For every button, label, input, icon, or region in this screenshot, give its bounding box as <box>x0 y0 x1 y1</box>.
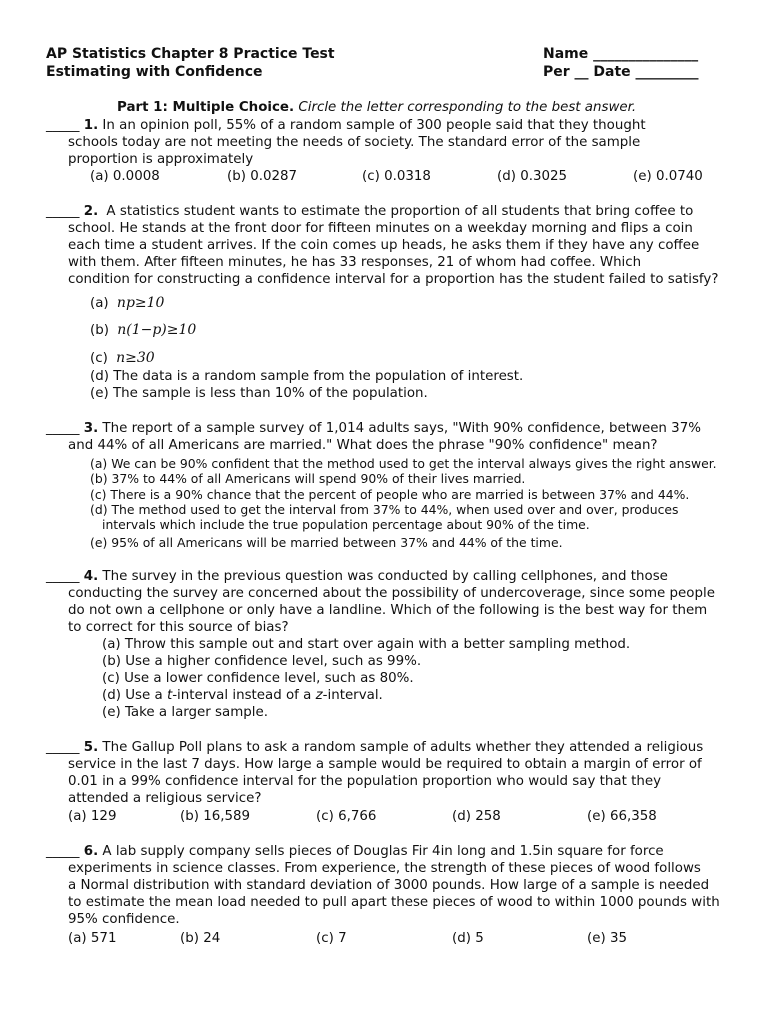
q5-choice-e[interactable]: (e) 66,358 <box>587 809 657 824</box>
q2-text-line: each time a student arrives. If the coin comes up heads, he asks them if they have any coffee <box>68 238 700 253</box>
q3-choice-e[interactable]: (e) 95% of all Americans will be married between 37% and 44% of the time. <box>90 535 563 550</box>
q4-choice-d-text: (d) Use a <box>102 688 167 703</box>
q2-text-line: school. He stands at the front door for fifteen minutes on a weekday morning and flips a coin <box>68 221 693 236</box>
q5-choice-a[interactable]: (a) 129 <box>68 809 117 824</box>
part1-heading-line <box>117 99 636 116</box>
q1-answer-blank[interactable]: _____ <box>46 118 80 133</box>
q2-number: 2. <box>83 204 99 219</box>
part1-instruction: Circle the letter corresponding to the best answer. <box>298 100 637 115</box>
q6-answer-blank[interactable]: _____ <box>46 844 80 859</box>
q6-choice-a[interactable]: (a) 571 <box>68 931 117 946</box>
q2-choice-b-label: (b) <box>90 323 109 338</box>
q1-choice-a[interactable]: (a) 0.0008 <box>90 169 160 184</box>
q2-choice-d[interactable]: (d) The data is a random sample from the population of interest. <box>90 369 524 384</box>
q2-choice-c[interactable] <box>90 350 155 367</box>
q3-choice-c[interactable]: (c) There is a 90% chance that the percent of people who are married is between 37% and 44%. <box>90 487 690 502</box>
q3-choice-a[interactable]: (a) We can be 90% confident that the method used to get the interval always gives the right answer. <box>90 456 717 471</box>
q4-choice-d-text: -interval instead of a <box>172 688 316 703</box>
q4-text-line: The survey in the previous question was conducted by calling cellphones, and those <box>102 569 668 584</box>
q4-choice-c[interactable]: (c) Use a lower confidence level, such as 80%. <box>102 671 414 686</box>
title-line-1: AP Statistics Chapter 8 Practice Test <box>46 46 335 62</box>
q1-first-line <box>46 117 646 134</box>
q1-choice-d[interactable]: (d) 0.3025 <box>497 169 568 184</box>
q4-text-line: conducting the survey are concerned about the possibility of undercoverage, since some people <box>68 586 715 601</box>
q2-text-line: A statistics student wants to estimate the proportion of all students that bring coffee to <box>106 204 694 219</box>
q4-answer-blank[interactable]: _____ <box>46 569 80 584</box>
q2-choice-b[interactable] <box>90 322 196 339</box>
q5-first-line <box>46 739 703 756</box>
q2-text-line: with them. After fifteen minutes, he has 33 responses, 21 of whom had coffee. Which <box>68 255 642 270</box>
q3-choice-d-continued: intervals which include the true population percentage about 90% of the time. <box>102 517 590 532</box>
q5-text-line: The Gallup Poll plans to ask a random sample of adults whether they attended a religious <box>102 740 704 755</box>
q4-choice-a[interactable]: (a) Throw this sample out and start over again with a better sampling method. <box>102 637 631 652</box>
q3-choice-d[interactable]: (d) The method used to get the interval from 37% to 44%, when used over and over, produces <box>90 502 679 517</box>
q3-choice-b[interactable]: (b) 37% to 44% of all Americans will spend 90% of their lives married. <box>90 471 526 486</box>
q5-text-line: attended a religious service? <box>68 791 262 806</box>
q4-choice-d-text: -interval. <box>322 688 383 703</box>
q5-text-line: 0.01 in a 99% confidence interval for the population proportion who would say that they <box>68 774 662 789</box>
q4-choice-e[interactable]: (e) Take a larger sample. <box>102 705 268 720</box>
q6-number: 6. <box>83 844 99 859</box>
q6-text-line: 95% confidence. <box>68 912 180 927</box>
q5-number: 5. <box>83 740 99 755</box>
q3-number: 3. <box>83 421 99 436</box>
q2-choice-c-formula: n≥30 <box>116 350 155 366</box>
q1-text-line: proportion is approximately <box>68 152 254 167</box>
q2-text-line: condition for constructing a confidence interval for a proportion has the student failed to satisfy? <box>68 272 719 287</box>
per-date-field-label: Per __ Date _________ <box>543 64 699 80</box>
q4-text-line: do not own a cellphone or only have a landline. Which of the following is the best way for them <box>68 603 708 618</box>
title-line-2: Estimating with Confidence <box>46 64 263 80</box>
q1-number: 1. <box>83 118 99 133</box>
q6-choice-e[interactable]: (e) 35 <box>587 931 627 946</box>
q2-choice-a-label: (a) <box>90 296 109 311</box>
q2-answer-blank[interactable]: _____ <box>46 204 80 219</box>
q5-choice-b[interactable]: (b) 16,589 <box>180 809 251 824</box>
q2-choice-b-formula: n(1−p)≥10 <box>117 322 197 338</box>
q2-choice-a-formula: np≥10 <box>116 295 165 311</box>
q6-choice-c[interactable]: (c) 7 <box>316 931 347 946</box>
q3-answer-blank[interactable]: _____ <box>46 421 80 436</box>
q6-choice-d[interactable]: (d) 5 <box>452 931 484 946</box>
q1-text-line: schools today are not meeting the needs of society. The standard error of the sample <box>68 135 641 150</box>
q4-first-line <box>46 568 668 585</box>
q5-choice-c[interactable]: (c) 6,766 <box>316 809 377 824</box>
q4-number: 4. <box>83 569 99 584</box>
q4-choice-b[interactable]: (b) Use a higher confidence level, such as 99%. <box>102 654 422 669</box>
q3-first-line <box>46 420 701 437</box>
q4-text-line: to correct for this source of bias? <box>68 620 289 635</box>
q6-text-line: A lab supply company sells pieces of Douglas Fir 4in long and 1.5in square for force <box>102 844 664 859</box>
q4-choice-d-z: z <box>315 688 323 703</box>
q6-choice-b[interactable]: (b) 24 <box>180 931 221 946</box>
q1-choice-e[interactable]: (e) 0.0740 <box>633 169 703 184</box>
q6-text-line: experiments in science classes. From experience, the strength of these pieces of wood follows <box>68 861 701 876</box>
q5-answer-blank[interactable]: _____ <box>46 740 80 755</box>
q4-choice-d-t: t <box>166 688 173 703</box>
q6-first-line <box>46 843 664 860</box>
q2-choice-e[interactable]: (e) The sample is less than 10% of the population. <box>90 386 428 401</box>
q6-text-line: to estimate the mean load needed to pull apart these pieces of wood to within 1000 pounds with <box>68 895 720 910</box>
q6-text-line: a Normal distribution with standard deviation of 3000 pounds. How large of a sample is needed <box>68 878 710 893</box>
name-field-label: Name _______________ <box>543 46 699 62</box>
q5-text-line: service in the last 7 days. How large a sample would be required to obtain a margin of error of <box>68 757 702 772</box>
q1-choice-c[interactable]: (c) 0.0318 <box>362 169 431 184</box>
q2-choice-c-label: (c) <box>90 351 108 366</box>
q4-choice-d[interactable] <box>102 687 383 704</box>
q3-text-line: and 44% of all Americans are married." What does the phrase "90% confidence" mean? <box>68 438 658 453</box>
q1-choice-b[interactable]: (b) 0.0287 <box>227 169 298 184</box>
q3-text-line: The report of a sample survey of 1,014 adults says, "With 90% confidence, between 37% <box>102 421 701 436</box>
q1-text-line: In an opinion poll, 55% of a random sample of 300 people said that they thought <box>102 118 646 133</box>
q2-choice-a[interactable] <box>90 295 164 312</box>
q5-choice-d[interactable]: (d) 258 <box>452 809 501 824</box>
part1-heading: Part 1: Multiple Choice. <box>117 100 295 115</box>
q2-first-line <box>46 203 693 220</box>
